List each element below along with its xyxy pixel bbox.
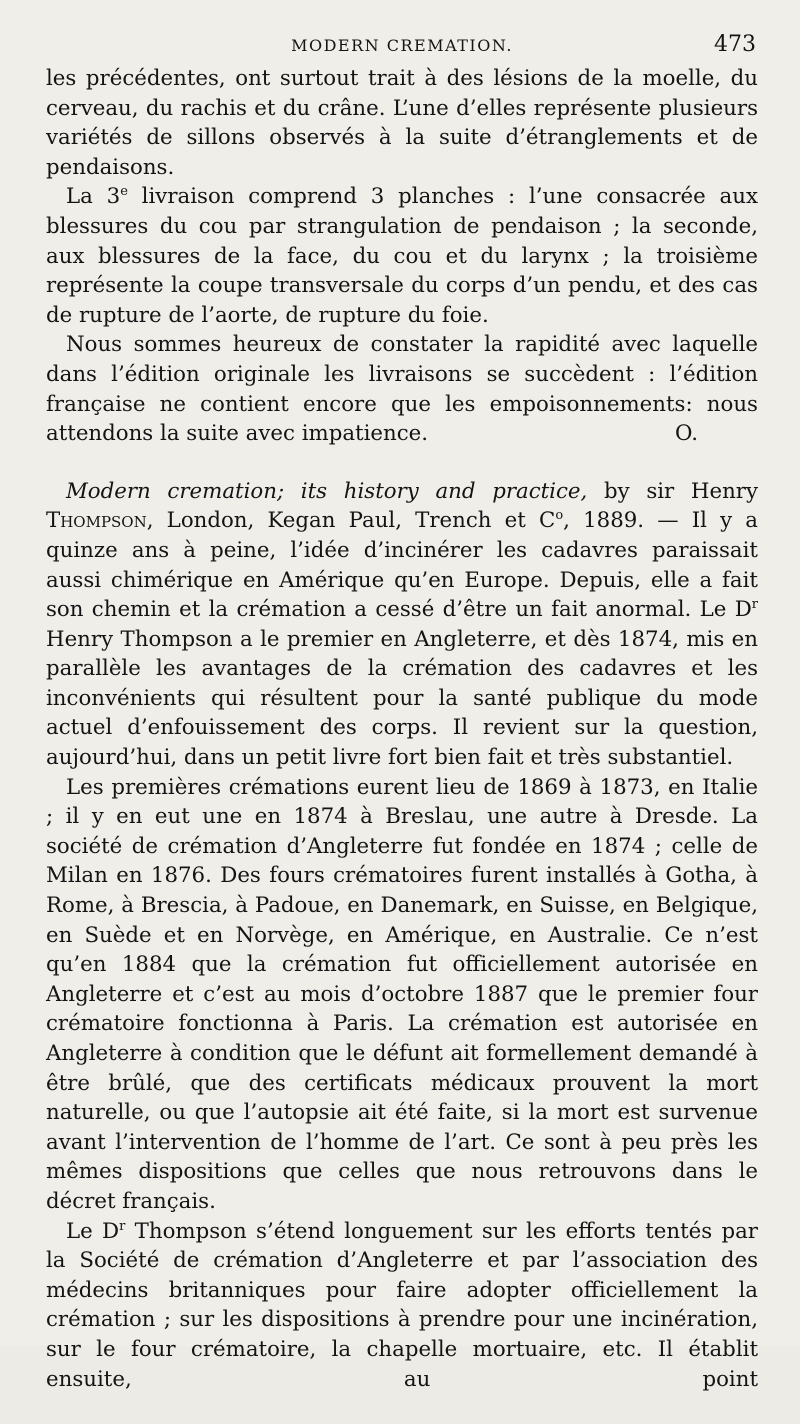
text-run: Nous sommes heureux de constater la rapidité avec laquelle dans l’édition originale les livraisons se succèdent : l’édition française ne contient encore que les empoisonnements: nous attendons la suite avec impatience. — [46, 332, 758, 447]
author-signature: O. — [675, 421, 698, 447]
superscript: e — [120, 184, 128, 200]
paragraph-edition-note — [46, 330, 758, 448]
paragraph-continued: les précédentes, ont surtout trait à des lésions de la moelle, du cerveau, du rachis et du crâne. L’une d’elles représente plusieurs variétés de sillons observés à la suite d’étranglements et de pendaisons. — [46, 66, 758, 180]
superscript: r — [119, 1218, 126, 1234]
text-run: La 3 — [66, 184, 121, 210]
running-head — [46, 30, 758, 64]
text-run: Le D — [66, 1218, 120, 1244]
book-author: Thompson — [46, 508, 147, 534]
book-title: Modern cremation; its history and practice, — [66, 478, 588, 504]
text-run: Henry Thompson a le premier en Angleterre, et dès 1874, mis en parallèle les avantages de la crémation des cadavres et les inconvénients qui résultent pour la santé publique du mode actuel d’enfouissement des corps. Il revient sur la question, aujourd’hui, dans un petit livre fort bien fait et très substantiel. — [46, 626, 758, 771]
page-number: 473 — [714, 32, 756, 57]
paragraph-history: Les premières crémations eurent lieu de 1869 à 1873, en Italie ; il y en eut une en 1874 à Breslau, une autre à Dresde. La société de crémation d’Angleterre fut fondée en 1874 ; celle de Milan en 1876. Des fours crématoires furent installés à Gotha, à Rome, à Brescia, à Padoue, en Danemark, en Suisse, en Belgique, en Suède et en Norvège, en Amérique, en Australie. Ce n’est qu’en 1884 que la crémation fut officiellement autorisée en Angleterre et c’est au mois d’octobre 1887 que le premier four crématoire fonctionna à Paris. La crémation est autorisée en Angleterre à condition que le défunt ait formellement demandé à être brûlé, que des certificats médicaux prouvent la mort naturelle, ou que l’autopsie ait été faite, si la mort est survenue avant l’intervention de l’homme de l’art. Ce sont à peu près les mêmes dispositions que celles que nous retrouvons dans le décret français. — [46, 774, 758, 1214]
review-paragraph — [46, 477, 758, 773]
superscript: r — [751, 597, 758, 612]
text-run: livraison comprend 3 planches : l’une consacrée aux blessures du cou par strangulation de pendaison ; la seconde, aux blessures de la face, du cou et du larynx ; la troisième représente la coupe transversale du corps d’un pendu, et des cas de rupture de l’aorte, de rupture du foie. — [46, 184, 758, 328]
text-run: Thompson s’étend longuement sur les efforts tentés par la Société de crémation d’Angleterre et par l’association des médecins britanniques pour faire adopter officiellement la crémation ; sur les dispositions à prendre pour une incinération, sur le four crématoire, la chapelle mortuaire, etc. Il établit ensuite, au point — [46, 1218, 758, 1392]
text-run: by sir Henry — [587, 478, 759, 504]
superscript: o — [555, 508, 564, 524]
text-run: , 1889. — Il y a quinze ans à peine, l’idée d’incinérer les cadavres paraissait aussi chimérique en Amérique qu’en Europe. Depuis, elle a fait son chemin et la crémation a cessé d’être un fait anormal. Le D — [46, 508, 759, 623]
publisher-info: , London, Kegan Paul, Trench et C — [146, 508, 556, 534]
running-title: MODERN CREMATION. — [291, 36, 513, 55]
paragraph-efforts — [46, 1217, 758, 1424]
paragraph-third-issue — [46, 182, 758, 330]
